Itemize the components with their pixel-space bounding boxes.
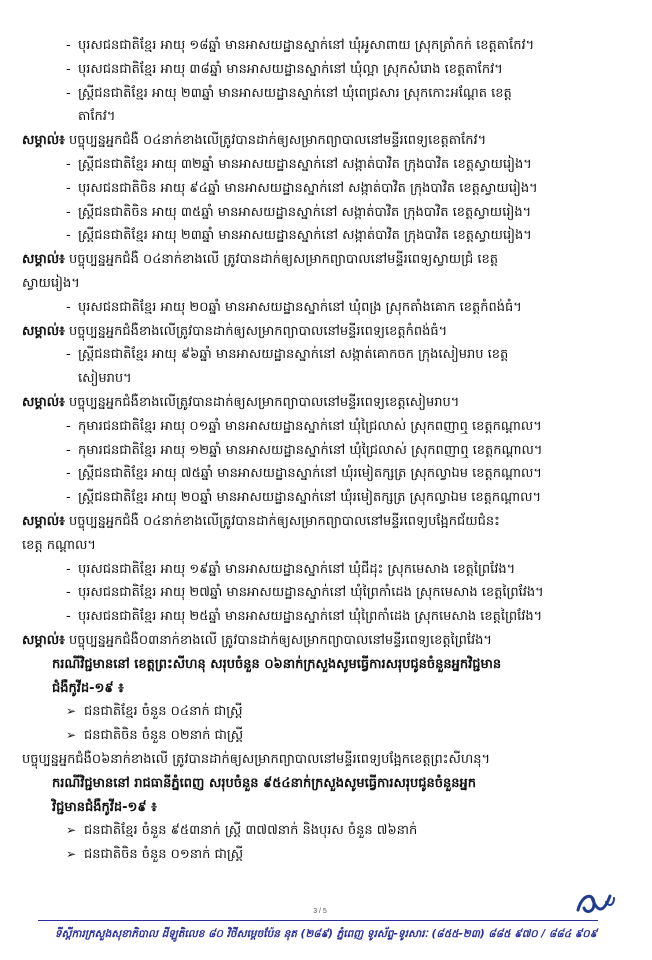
item-text: ស្ត្រីជនជាតិខ្មែរ អាយុ ៩៦ឆ្នាំ មានអាសយដ្ឋានស្នាក់នៅ សង្កាត់គោកចក ក្រុងសៀមរាប ខេត្ត <box>78 347 509 363</box>
item-text: បច្ចុប្បន្នអ្នកជំងឺ ០៤នាក់ខាងលើត្រូវបានដាក់ឲ្យសម្រាកព្យាបាលនៅមន្ទីរពេទ្យខេត្តតាកែវ។ <box>64 133 487 149</box>
item-text-continuation: ស្វាយរៀង។ <box>22 275 80 291</box>
note-label: សម្គាល់៖ <box>22 133 65 149</box>
list-item <box>22 700 628 724</box>
dash-bullet-icon: - <box>66 228 71 244</box>
section-heading <box>22 772 628 820</box>
item-text: ជនជាតិចិន ចំនួន ០១នាក់ ជាស្ត្រី <box>84 847 244 863</box>
item-text: ជនជាតិចិន ចំនួន ០២នាក់ ជាស្ត្រី <box>84 728 244 744</box>
dash-bullet-icon: - <box>66 180 71 196</box>
item-text: ករណីវិជ្ជមាននៅ ខេត្តព្រះសីហនុ សរុបចំនួន ០៦នាក់ក្រសួងសូមធ្វើការសរុបជូនចំនួនអ្នកវិជ្ជមាន <box>52 656 502 672</box>
item-text: បច្ចុប្បន្នអ្នកជំងឺ ០៤នាក់ខាងលើត្រូវបានដាក់ឲ្យសម្រាកព្យាបាលនៅមន្ទីរពេទ្យបង្អែកជ័យជំនះ <box>64 513 500 529</box>
arrow-bullet-icon: ➢ <box>66 847 77 862</box>
dash-bullet-icon: - <box>66 442 71 458</box>
item-text: បច្ចុប្បន្នអ្នកជំងឺខាងលើត្រូវបានដាក់ឲ្យសម្រាកព្យាបាលនៅមន្ទីរពេទ្យខេត្តសៀមរាប។ <box>64 394 460 410</box>
dash-bullet-icon: - <box>66 490 71 506</box>
item-text: បុរសជនជាតិខ្មែរ អាយុ ២៧ឆ្នាំ មានអាសយដ្ឋានស្នាក់នៅ ឃុំព្រៃកាំដេង ស្រុកមេសាង ខេត្តព្រៃវែង។ <box>78 585 544 601</box>
note-paragraph <box>22 248 628 296</box>
list-item <box>22 415 628 439</box>
list-item <box>22 34 628 58</box>
list-item <box>22 439 628 463</box>
dash-bullet-icon: - <box>66 418 71 434</box>
item-text-continuation: វិជ្ជមានជំងឺកូវីដ-១៩ ៖ <box>52 799 157 815</box>
footer-divider <box>38 920 598 921</box>
list-item <box>22 58 628 82</box>
footer-address: ទីស្តីការក្រសួងសុខាភិបាល ដីឡូតិលេខ ៨០ វិថីសម្តេចប៉ែន នុត (២៨៩) ភ្នំពេញ ទូរស័ព្ទ-ទូរសារៈ (៨៥៥-២៣) ៨៨៥ ៩៧០ / ៨៨៤ ៩០៩ <box>54 928 598 940</box>
note-paragraph <box>22 320 628 344</box>
arrow-bullet-icon: ➢ <box>66 704 77 719</box>
dash-bullet-icon: - <box>66 561 71 577</box>
item-text: បច្ចុប្បន្នអ្នកជំងឺខាងលើត្រូវបានដាក់ឲ្យសម្រាកព្យាបាលនៅមន្ទីរពេទ្យខេត្តកំពង់ធំ។ <box>64 323 448 339</box>
dash-bullet-icon: - <box>66 156 71 172</box>
note-label: សម្គាល់៖ <box>22 513 65 529</box>
item-text: ស្ត្រីជនជាតិខ្មែរ អាយុ ២៣ឆ្នាំ មានអាសយដ្ឋានស្នាក់នៅ ឃុំពេជ្រសារ ស្រុកកោះអណ្តែត ខេត្ត <box>78 85 512 101</box>
item-text: បច្ចុប្បន្នអ្នកជំងឺ ០៤នាក់ខាងលើ ត្រូវបានដាក់ឲ្យសម្រាកព្យាបាលនៅមន្ទីរពេទ្យស្វាយជ្រំ ខេត្ត <box>64 252 499 268</box>
item-text-continuation: តាកែវ។ <box>78 109 116 125</box>
note-label: សម្គាល់៖ <box>22 252 65 268</box>
item-text: ករណីវិជ្ជមាននៅ រាជធានីភ្នំពេញ សរុបចំនួន ៩៥៤នាក់ក្រសួងសូមធ្វើការសរុបជូនចំនួនអ្នក <box>52 775 477 791</box>
list-item <box>22 82 628 130</box>
item-text: ជនជាតិខ្មែរ ចំនួន ០៤នាក់ ជាស្ត្រី <box>84 704 243 720</box>
document-body <box>22 34 628 867</box>
item-text: ស្ត្រីជនជាតិខ្មែរ អាយុ ២០ឆ្នាំ មានអាសយដ្ឋានស្នាក់នៅ ឃុំរមៀតក្សត្រ ស្រុកល្វាឯម ខេត្តកណ្តាល។ <box>78 490 542 506</box>
dash-bullet-icon: - <box>66 347 71 363</box>
list-item <box>22 819 628 843</box>
note-paragraph <box>22 629 628 653</box>
item-text: បុរសជនជាតិខ្មែរ អាយុ ១៨ឆ្នាំ មានអាសយដ្ឋានស្នាក់នៅ ឃុំអូសាពាយ ស្រុកត្រាំកក់ ខេត្តតាកែវ។ <box>78 38 535 53</box>
item-text: បច្ចុប្បន្នអ្នកជំងឺ០៣នាក់ខាងលើ ត្រូវបានដាក់ឲ្យសម្រាកព្យាបាលនៅមន្ទីរពេទ្យខេត្តព្រៃវែង។ <box>64 632 493 648</box>
item-text: ជនជាតិខ្មែរ ចំនួន ៩៥៣នាក់ ស្ត្រី ៣៧៧នាក់ និងបុរស ចំនួន ៧៦នាក់ <box>84 823 418 839</box>
dash-bullet-icon: - <box>66 585 71 601</box>
item-text: បុរសជនជាតិខ្មែរ អាយុ ៣៨ឆ្នាំ មានអាសយដ្ឋានស្នាក់នៅ ឃុំល្អា ស្រុកសំរោង ខេត្តតាកែវ។ <box>78 61 503 77</box>
item-text: ស្ត្រីជនជាតិខ្មែរ អាយុ ២៣ឆ្នាំ មានអាសយដ្ឋានស្នាក់នៅ សង្កាត់បាវិត ក្រុងបាវិត ខេត្តស្វាយរៀង។ <box>78 228 532 244</box>
list-item <box>22 343 628 391</box>
list-item <box>22 724 628 748</box>
note-paragraph <box>22 129 628 153</box>
ministry-logo-icon <box>572 888 616 918</box>
dash-bullet-icon: - <box>66 38 71 53</box>
item-text: កុមារជនជាតិខ្មែរ អាយុ ១២ឆ្នាំ មានអាសយដ្ឋានស្នាក់នៅ ឃុំជ្រៃលាស់ ស្រុកពញាឮ ខេត្តកណ្តាល។ <box>78 442 543 458</box>
item-text: បុរសជនជាតិខ្មែរ អាយុ ២០ឆ្នាំ មានអាសយដ្ឋានស្នាក់នៅ ឃុំពង្រ ស្រុកតាំងគោក ខេត្តកំពង់ធំ។ <box>78 299 522 315</box>
arrow-bullet-icon: ➢ <box>66 728 77 743</box>
dash-bullet-icon: - <box>66 204 71 220</box>
list-item <box>22 558 628 582</box>
item-text-continuation: ខេត្ត កណ្តាល។ <box>22 537 96 553</box>
item-text-continuation: សៀមរាប។ <box>78 371 132 387</box>
dash-bullet-icon: - <box>66 609 71 625</box>
item-text: ស្ត្រីជនជាតិចិន អាយុ ៣៥ឆ្នាំ មានអាសយដ្ឋានស្នាក់នៅ សង្កាត់បាវិត ក្រុងបាវិត ខេត្តស្វាយរៀង។ <box>78 204 532 220</box>
item-text: ស្ត្រីជនជាតិខ្មែរ អាយុ ៧៥ឆ្នាំ មានអាសយដ្ឋានស្នាក់នៅ ឃុំរមៀតក្សត្រ ស្រុកល្វាឯម ខេត្តកណ្តាល។ <box>78 466 542 482</box>
note-label: សម្គាល់៖ <box>22 632 65 648</box>
page-number: 3 / 5 <box>313 908 327 915</box>
list-item <box>22 224 628 248</box>
dash-bullet-icon: - <box>66 85 71 101</box>
section-heading <box>22 653 628 701</box>
item-text: បច្ចុប្បន្នអ្នកជំងឺ០៦នាក់ខាងលើ ត្រូវបានដាក់ឲ្យសម្រាកព្យាបាលនៅមន្ទីរពេទ្យបង្អែកខេត្តព្រះសីហនុ។ <box>22 751 491 767</box>
dash-bullet-icon: - <box>66 466 71 482</box>
item-text: បុរសជនជាតិចិន អាយុ ៩៤ឆ្នាំ មានអាសយដ្ឋានស្នាក់នៅ សង្កាត់បាវិត ក្រុងបាវិត ខេត្តស្វាយរៀង។ <box>78 180 538 196</box>
note-label: សម្គាល់៖ <box>22 323 65 339</box>
item-text: បុរសជនជាតិខ្មែរ អាយុ ២៥ឆ្នាំ មានអាសយដ្ឋានស្នាក់នៅ ឃុំព្រៃកាំដេង ស្រុកមេសាង ខេត្តព្រៃវែង។ <box>78 609 543 625</box>
arrow-bullet-icon: ➢ <box>66 823 77 838</box>
list-item <box>22 486 628 510</box>
item-text: ស្ត្រីជនជាតិខ្មែរ អាយុ ៣២ឆ្នាំ មានអាសយដ្ឋានស្នាក់នៅ សង្កាត់បាវិត ក្រុងបាវិត ខេត្តស្វាយរៀង។ <box>78 156 532 172</box>
list-item <box>22 843 628 867</box>
list-item <box>22 581 628 605</box>
item-text: កុមារជនជាតិខ្មែរ អាយុ ០១ឆ្នាំ មានអាសយដ្ឋានស្នាក់នៅ ឃុំជ្រៃលាស់ ស្រុកពញាឮ ខេត្តកណ្តាល។ <box>78 418 542 434</box>
note-paragraph <box>22 510 628 558</box>
note-label: សម្គាល់៖ <box>22 394 65 410</box>
note-paragraph <box>22 391 628 415</box>
list-item <box>22 605 628 629</box>
dash-bullet-icon: - <box>66 299 71 315</box>
item-text-continuation: ជំងឺកូវីដ-១៩ ៖ <box>52 680 124 696</box>
dash-bullet-icon: - <box>66 61 71 77</box>
list-item <box>22 462 628 486</box>
list-item <box>22 201 628 225</box>
item-text: បុរសជនជាតិខ្មែរ អាយុ ១៩ឆ្នាំ មានអាសយដ្ឋានស្នាក់នៅ ឃុំជីដុះ ស្រុកមេសាង ខេត្តព្រៃវែង។ <box>78 561 516 577</box>
list-item <box>22 296 628 320</box>
list-item <box>22 153 628 177</box>
paragraph <box>22 748 628 772</box>
list-item <box>22 177 628 201</box>
